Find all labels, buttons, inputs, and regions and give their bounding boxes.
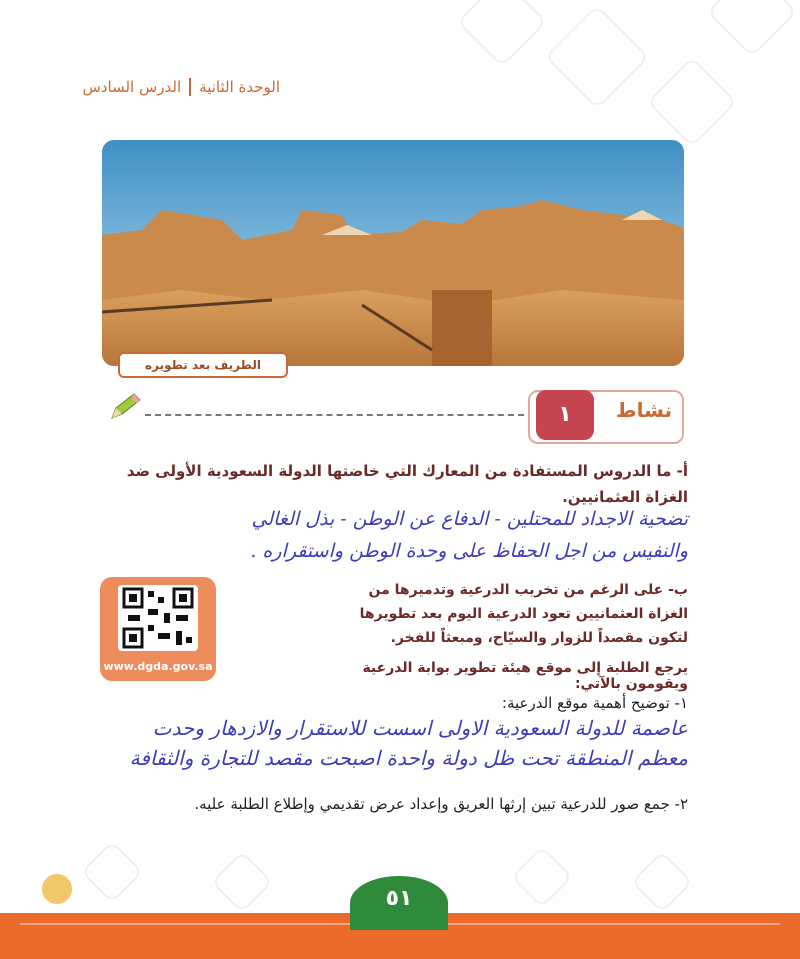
background-pattern — [457, 0, 548, 67]
qr-url[interactable]: www.dgda.gov.sa — [103, 660, 213, 673]
background-pattern — [631, 851, 693, 913]
photo-caption: الطريف بعد تطويره — [118, 352, 288, 378]
lesson-title: الدرس السادس — [82, 78, 182, 96]
activity-label: نشاط — [615, 398, 672, 422]
background-pattern — [211, 851, 273, 913]
qr-code-icon — [118, 585, 198, 651]
qr-code-pattern — [118, 585, 198, 651]
task1-answer-line1: عاصمة للدولة السعودية الاولى اسست للاستقرار والازدهار وحدت — [152, 716, 688, 740]
photo-illustration — [102, 140, 684, 366]
background-pattern — [647, 57, 738, 148]
background-pattern — [81, 841, 143, 903]
dashed-line — [145, 414, 524, 416]
header-divider — [189, 78, 191, 96]
background-pattern — [545, 5, 650, 110]
answer-a-line1: تضحية الاجداد للمحتلين - الدفاع عن الوطن - بذل الغالي — [251, 508, 688, 530]
task2-label: ٢- جمع صور للدرعية تبين إرثها العريق وإعداد عرض تقديمي وإطلاع الطلبة عليه. — [194, 795, 688, 813]
question-a: أ- ما الدروس المستفادة من المعارك التي خاضتها الدولة السعودية الأولى ضد الغزاة العثمانيين. — [126, 462, 688, 506]
page-header — [83, 78, 280, 96]
qr-card[interactable] — [100, 577, 216, 681]
task1-answer-line2: معظم المنطقة تحت ظل دولة واحدة اصبحت مقصد للتجارة والثقافة — [129, 746, 688, 770]
task1-label: ١- توضيح أهمية موقع الدرعية: — [501, 694, 688, 712]
activity-number: ١ — [536, 390, 594, 440]
answer-a-line2: والنفيس من اجل الحفاظ على وحدة الوطن واستقراره . — [250, 540, 688, 562]
pencil-icon — [108, 392, 142, 422]
unit-title: الوحدة الثانية — [199, 78, 280, 96]
publisher-logo-icon — [42, 874, 72, 904]
background-pattern — [511, 846, 573, 908]
diriyah-photo — [102, 140, 684, 366]
section-b-instruction: يرجع الطلبة إلى موقع هيئة تطوير بوابة الدرعية ويقومون بالآتي: — [362, 660, 688, 692]
background-pattern — [707, 0, 798, 57]
section-b-text: ب- على الرغم من تخريب الدرعية وتدميرها من الغزاة العثمانيين تعود الدرعية اليوم بعد تطويرها لتكون مقصداً للزوار والسيّاح، ومبعثاً للفخر. — [359, 582, 688, 646]
page-number: ٥١ — [350, 876, 448, 930]
